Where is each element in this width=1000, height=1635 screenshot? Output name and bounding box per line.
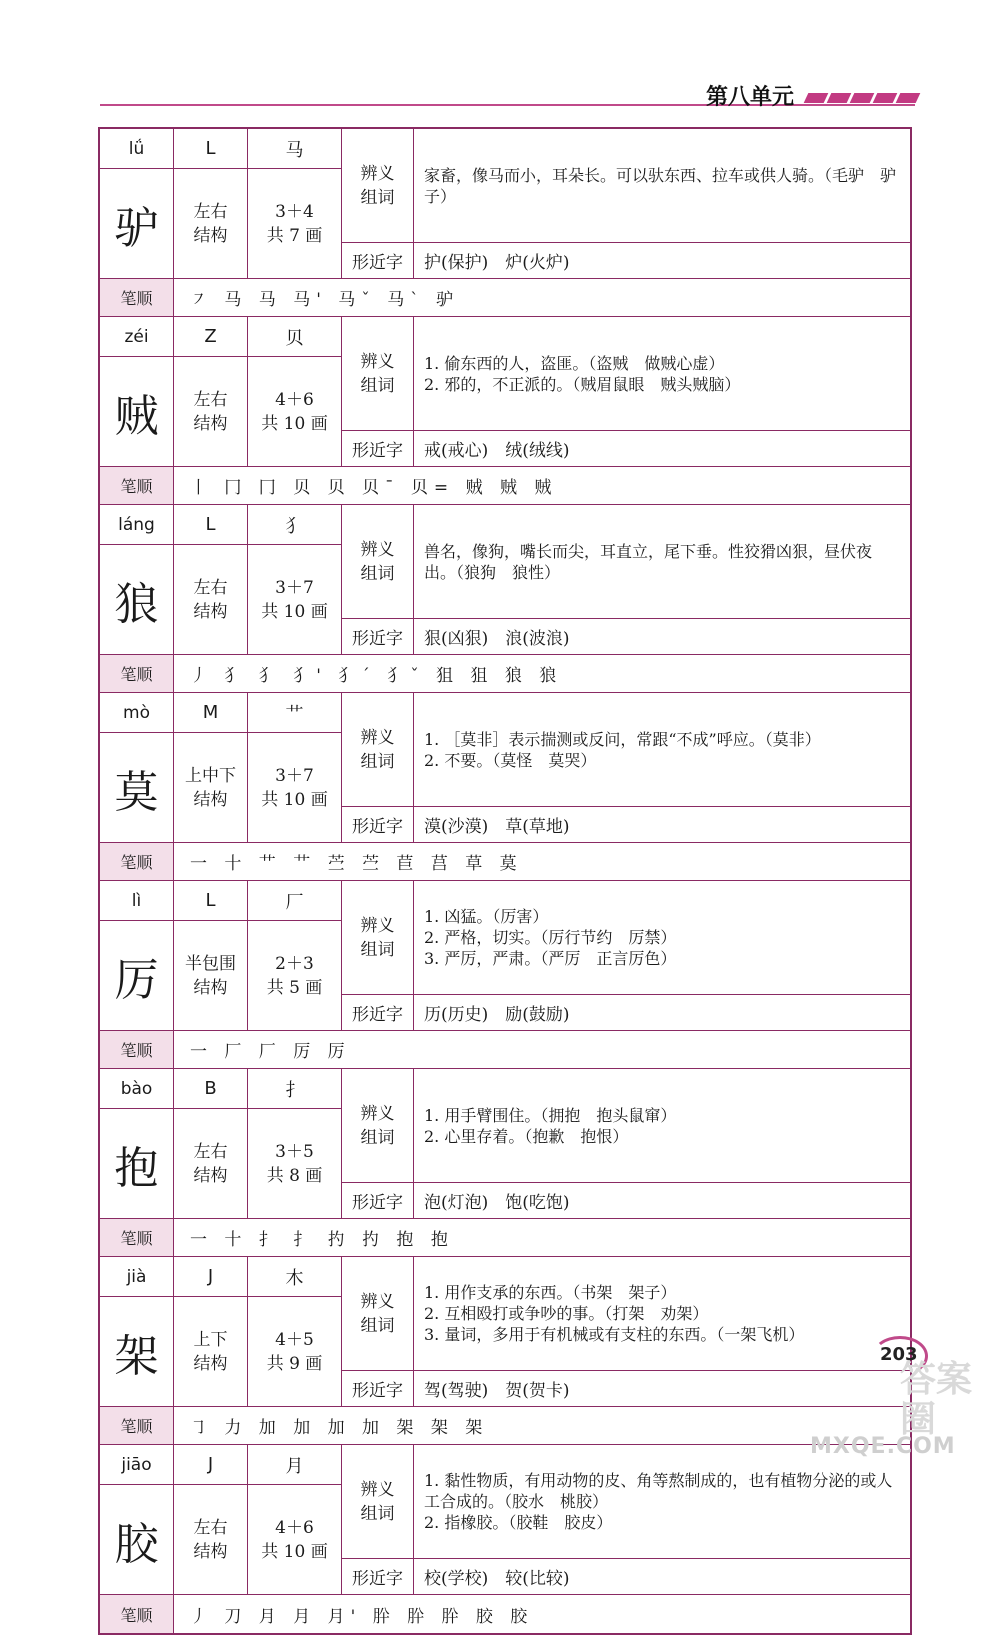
structure: 上下 结构 xyxy=(174,1297,248,1407)
initial-letter: Z xyxy=(174,317,248,357)
stroke-count: 3＋7 共 10 画 xyxy=(248,733,342,843)
character-entry xyxy=(100,1445,910,1633)
headword-character: 胶 xyxy=(100,1485,174,1595)
character-entry xyxy=(100,317,910,505)
meaning-text xyxy=(414,1257,910,1371)
meaning-line: 2. 严格，切实。（厉行节约 厉禁） xyxy=(424,928,677,947)
structure: 上中下 结构 xyxy=(174,733,248,843)
stroke-order-label: 笔顺 xyxy=(100,1407,174,1445)
similar-label: 形近字 xyxy=(342,807,414,843)
stroke-order: ㇆ 力 加 加 加 加 架 架 架 xyxy=(174,1407,910,1445)
headword-character: 贼 xyxy=(100,357,174,467)
headword-character: 莫 xyxy=(100,733,174,843)
watermark xyxy=(810,1359,995,1459)
headword-character: 驴 xyxy=(100,169,174,279)
stroke-order-label: 笔顺 xyxy=(100,279,174,317)
meaning-line: 兽名，像狗，嘴长而尖，耳直立，尾下垂。性狡猾凶狠，昼伏夜出。（狼狗 狼性） xyxy=(424,541,873,582)
radical: 厂 xyxy=(248,881,342,921)
meaning-line: 2. 不要。（莫怪 莫哭） xyxy=(424,750,597,770)
radical: 木 xyxy=(248,1257,342,1297)
headword-character: 狼 xyxy=(100,545,174,655)
watermark-url: MXQE.COM xyxy=(810,1434,956,1459)
character-entry xyxy=(100,129,910,317)
meaning-text xyxy=(414,129,910,243)
meaning-line: 3. 量词，多用于有机械或有支柱的东西。（一架飞机） xyxy=(424,1325,805,1344)
headword-character: 架 xyxy=(100,1297,174,1407)
meaning-line: 1. 偷东西的人，盗匪。（盗贼 做贼心虚） xyxy=(424,353,725,373)
stroke-order: 丿 犭 犭 犭' 犭ˊ 犭ˇ 狙 狙 狼 狼 xyxy=(174,655,910,693)
similar-characters: 戒(戒心) 绒(绒线) xyxy=(414,431,910,467)
meaning-text xyxy=(414,1445,910,1559)
character-entry xyxy=(100,693,910,881)
meaning-label: 辨义 组词 xyxy=(342,1257,414,1371)
similar-label: 形近字 xyxy=(342,619,414,655)
pinyin: zéi xyxy=(100,317,174,357)
radical: 犭 xyxy=(248,505,342,545)
structure: 左右 结构 xyxy=(174,357,248,467)
structure: 半包围 结构 xyxy=(174,921,248,1031)
similar-characters: 狠(凶狠) 浪(波浪) xyxy=(414,619,910,655)
meaning-line: 1. 用手臂围住。（拥抱 抱头鼠窜） xyxy=(424,1105,677,1125)
meaning-label: 辨义 组词 xyxy=(342,881,414,995)
pinyin: jiāo xyxy=(100,1445,174,1485)
similar-label: 形近字 xyxy=(342,1559,414,1595)
meaning-text xyxy=(414,1069,910,1183)
pinyin: lǘ xyxy=(100,129,174,169)
header-decoration xyxy=(806,93,918,103)
stroke-count: 4＋5 共 9 画 xyxy=(248,1297,342,1407)
meaning-line: 2. 邪的，不正派的。（贼眉鼠眼 贼头贼脑） xyxy=(424,374,741,394)
character-entry xyxy=(100,881,910,1069)
stroke-count: 4＋6 共 10 画 xyxy=(248,1485,342,1595)
meaning-line: 1. 用作支承的东西。（书架 架子） xyxy=(424,1283,677,1302)
headword-character: 厉 xyxy=(100,921,174,1031)
meaning-line: 2. 指橡胶。（胶鞋 胶皮） xyxy=(424,1513,613,1532)
meaning-line: 2. 心里存着。（抱歉 抱恨） xyxy=(424,1126,629,1146)
stroke-count: 4＋6 共 10 画 xyxy=(248,357,342,467)
structure: 左右 结构 xyxy=(174,1485,248,1595)
pinyin: bào xyxy=(100,1069,174,1109)
character-table xyxy=(98,127,912,1635)
meaning-text xyxy=(414,693,910,807)
meaning-label: 辨义 组词 xyxy=(342,505,414,619)
pinyin: mò xyxy=(100,693,174,733)
similar-characters: 校(学校) 较(比较) xyxy=(414,1559,910,1595)
meaning-line: 1. 黏性物质，有用动物的皮、角等熬制成的，也有植物分泌的或人工合成的。（胶水 桃胶） xyxy=(424,1471,893,1511)
similar-characters: 护(保护) 炉(火炉) xyxy=(414,243,910,279)
stroke-count: 2＋3 共 5 画 xyxy=(248,921,342,1031)
stroke-order: 一 厂 厂 厉 厉 xyxy=(174,1031,910,1069)
meaning-text xyxy=(414,317,910,431)
initial-letter: M xyxy=(174,693,248,733)
stroke-order-label: 笔顺 xyxy=(100,843,174,881)
stroke-order-label: 笔顺 xyxy=(100,467,174,505)
pinyin: jià xyxy=(100,1257,174,1297)
stroke-order: 一 十 艹 艹 苎 苎 苣 莒 草 莫 xyxy=(174,843,910,881)
pinyin: lì xyxy=(100,881,174,921)
character-entry xyxy=(100,505,910,693)
similar-label: 形近字 xyxy=(342,243,414,279)
stroke-count: 3＋5 共 8 画 xyxy=(248,1109,342,1219)
meaning-line: 1. 凶猛。（厉害） xyxy=(424,907,549,926)
character-entry xyxy=(100,1257,910,1445)
similar-label: 形近字 xyxy=(342,995,414,1031)
meaning-line: 家畜，像马而小，耳朵长。可以驮东西、拉车或供人骑。（毛驴 驴子） xyxy=(424,165,897,206)
initial-letter: L xyxy=(174,129,248,169)
similar-label: 形近字 xyxy=(342,1371,414,1407)
radical: 扌 xyxy=(248,1069,342,1109)
stroke-order: ㇇ 马 马 马' 马ˇ 马ˋ 驴 xyxy=(174,279,910,317)
character-entry xyxy=(100,1069,910,1257)
stroke-order: 丿 刀 月 月 月' 肸 肸 肸 胶 胶 xyxy=(190,1606,534,1627)
meaning-line: 1. ［莫非］表示揣测或反问，常跟“不成”呼应。（莫非） xyxy=(424,729,821,749)
initial-letter: J xyxy=(174,1257,248,1297)
initial-letter: B xyxy=(174,1069,248,1109)
meaning-text xyxy=(414,881,910,995)
meaning-line: 3. 严厉，严肃。（严厉 正言厉色） xyxy=(424,949,677,968)
headword-character: 抱 xyxy=(100,1109,174,1219)
radical: 月 xyxy=(248,1445,342,1485)
structure: 左右 结构 xyxy=(174,1109,248,1219)
structure: 左右 结构 xyxy=(174,169,248,279)
meaning-label: 辨义 组词 xyxy=(342,317,414,431)
meaning-label: 辨义 组词 xyxy=(342,129,414,243)
meaning-label: 辨义 组词 xyxy=(342,1069,414,1183)
meaning-text xyxy=(414,505,910,619)
unit-title: 第八单元 xyxy=(706,85,795,110)
similar-characters: 漠(沙漠) 草(草地) xyxy=(414,807,910,843)
stroke-order-label: 笔顺 xyxy=(100,1031,174,1069)
stroke-order-label: 笔顺 xyxy=(100,1219,174,1257)
meaning-label: 辨义 组词 xyxy=(342,1445,414,1559)
similar-characters: 历(历史) 励(鼓励) xyxy=(414,995,910,1031)
radical: 马 xyxy=(248,129,342,169)
radical: 艹 xyxy=(248,693,342,733)
pinyin: láng xyxy=(100,505,174,545)
stroke-count: 3＋7 共 10 画 xyxy=(248,545,342,655)
similar-characters: 泡(灯泡) 饱(吃饱) xyxy=(414,1183,910,1219)
page-number: 203 xyxy=(880,1344,918,1365)
stroke-order-label: 笔顺 xyxy=(100,655,174,693)
meaning-line: 2. 互相殴打或争吵的事。（打架 劝架） xyxy=(424,1304,709,1323)
watermark-brand: 答案圈 xyxy=(900,1359,973,1440)
stroke-order: 丨 冂 冂 贝 贝 贝ˉ 贝= 贼 贼 贼 xyxy=(174,467,910,505)
similar-label: 形近字 xyxy=(342,1183,414,1219)
initial-letter: L xyxy=(174,505,248,545)
stroke-count: 3＋4 共 7 画 xyxy=(248,169,342,279)
similar-characters: 驾(驾驶) 贺(贺卡) xyxy=(414,1371,910,1407)
meaning-label: 辨义 组词 xyxy=(342,693,414,807)
stroke-order-label: 笔顺 xyxy=(100,1595,174,1633)
radical: 贝 xyxy=(248,317,342,357)
similar-label: 形近字 xyxy=(342,431,414,467)
initial-letter: L xyxy=(174,881,248,921)
structure: 左右 结构 xyxy=(174,545,248,655)
stroke-order: 一 十 扌 扌 扚 扚 抱 抱 xyxy=(174,1219,910,1257)
initial-letter: J xyxy=(174,1445,248,1485)
